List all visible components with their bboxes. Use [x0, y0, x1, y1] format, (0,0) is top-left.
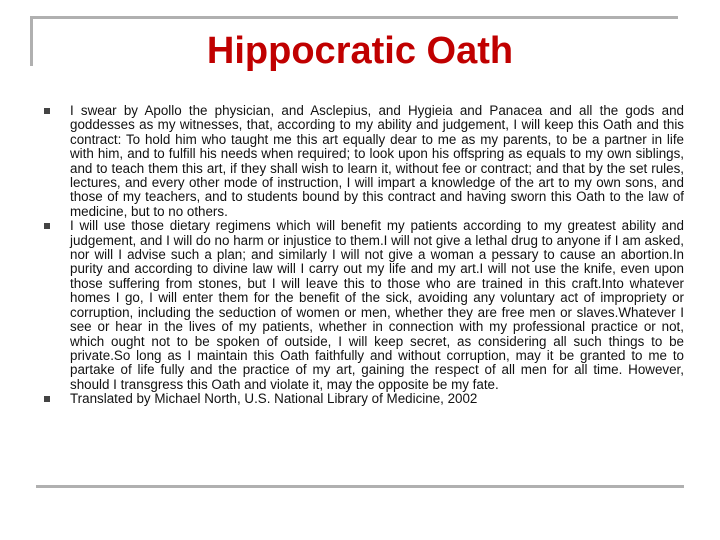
bullet-item: [38, 392, 684, 406]
square-bullet-icon: [44, 396, 50, 402]
bullet-text: I swear by Apollo the physician, and Asclepius, and Hygieia and Panacea and all the gods and goddesses as my witnesses, that, according to my ability and judgement, I will keep this Oath and this contract: To hold him who taught me this art equally dear to me as my parents, to be a partner in life with him, and to fulfill his needs when required; to look upon his offspring as equals to my own siblings, and to teach them this art, if they shall wish to learn it, without fee or contract; and that by the set rules, lectures, and every other mode of instruction, I will impart a knowledge of the art to my own sons, and those of my teachers, and to students bound by this contract and having sworn this Oath to the law of medicine, but to no others.: [70, 103, 684, 219]
square-bullet-icon: [44, 223, 50, 229]
bullet-text: Translated by Michael North, U.S. National Library of Medicine, 2002: [70, 391, 478, 407]
bullet-item: [38, 104, 684, 219]
frame-top-line: [30, 16, 678, 19]
bullet-text: I will use those dietary regimens which will benefit my patients according to my greatest ability and judgement, and I will do no harm or injustice to them.I will not give a lethal drug to anyone if I am asked, nor will I advise such a plan; and similarly I will not give a woman a pessary to cause an abortion.In purity and according to divine law will I carry out my life and my art.I will not use the knife, even upon those suffering from stones, but I will leave this to those who are trained in this craft.Into whatever homes I go, I will enter them for the benefit of the sick, avoiding any voluntary act of impropriety or corruption, including the seduction of women or men, whether they are free men or slaves.Whatever I see or hear in the lives of my patients, whether in connection with my professional practice or not, which ought not to be spoken of outside, I will keep secret, as considering all such things to be private.So long as I maintain this Oath faithfully and without corruption, may it be granted to me to partake of life fully and the practice of my art, gaining the respect of all men for all time. However, should I transgress this Oath and violate it, may the opposite be my fate.: [70, 218, 684, 392]
bullet-list: [38, 104, 684, 407]
frame-bottom-line: [36, 485, 684, 488]
page-title: Hippocratic Oath: [206, 30, 514, 72]
bullet-item: [38, 219, 684, 392]
square-bullet-icon: [44, 108, 50, 114]
